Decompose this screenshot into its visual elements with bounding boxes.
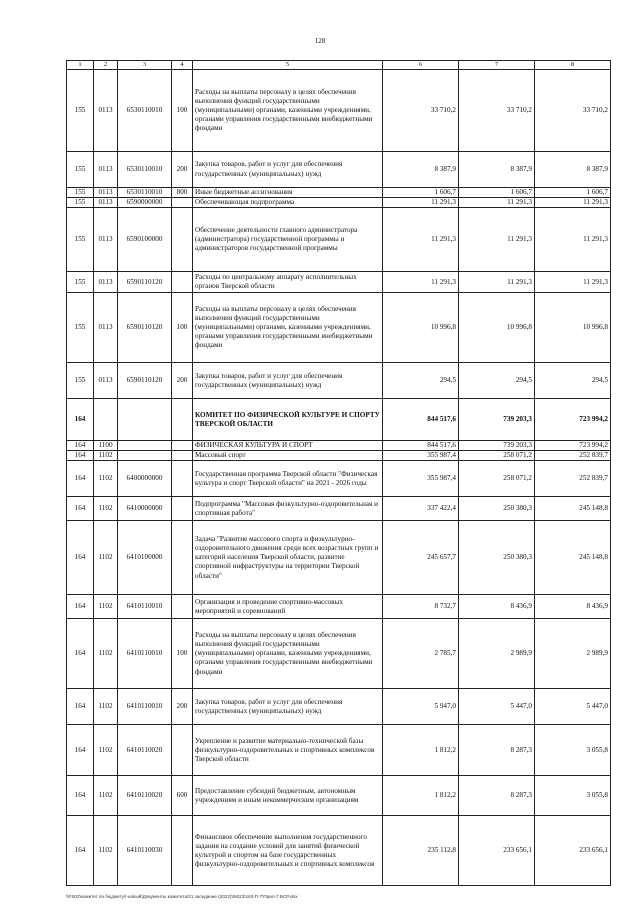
target-article-cell: 6410110010 <box>118 619 172 689</box>
amount-2025-cell: 739 203,3 <box>459 441 535 451</box>
amount-2024-cell: 11 291,3 <box>383 198 459 208</box>
amount-2026-cell: 294,5 <box>535 363 611 399</box>
amount-2025-cell: 258 071,2 <box>459 451 535 461</box>
description-cell: Расходы на выплаты персоналу в целях обеспечения выполнения функций государственными (муниципальными) органами, казенными учреждениями, органами управления государственными внебюджетными фондами <box>193 619 383 689</box>
amount-2025-cell: 250 380,3 <box>459 497 535 521</box>
section-code-cell: 1102 <box>94 521 118 595</box>
description-cell: Обеспечение деятельности главного администратора (администратора) государственной программы и администраторов государственной программы <box>193 208 383 272</box>
target-article-cell: 6590110120 <box>118 293 172 363</box>
amount-2025-cell: 33 710,2 <box>459 70 535 152</box>
description-cell: Задача "Развитие массового спорта и физкультурно-оздоровительного движения среди всех возрастных групп и категорий населения Тверской области, развитие спортивной инфраструктуры на территории Тверской области" <box>193 521 383 595</box>
budget-table <box>66 60 611 886</box>
table-row <box>67 497 611 521</box>
section-code-cell: 0113 <box>94 198 118 208</box>
target-article-cell: 6410110010 <box>118 689 172 725</box>
column-number-row <box>67 61 611 70</box>
column-number: 2 <box>94 61 118 70</box>
description-cell: Закупка товаров, работ и услуг для обеспечения государственных (муниципальных) нужд <box>193 689 383 725</box>
amount-2025-cell: 10 996,8 <box>459 293 535 363</box>
amount-2026-cell: 252 839,7 <box>535 461 611 497</box>
table-row <box>67 776 611 816</box>
admin-code-cell: 155 <box>67 198 94 208</box>
target-article-cell: 6400000000 <box>118 461 172 497</box>
expense-type-cell <box>172 272 193 293</box>
table-body <box>67 61 611 886</box>
table-row <box>67 293 611 363</box>
expense-type-cell <box>172 461 193 497</box>
amount-2024-cell: 355 987,4 <box>383 451 459 461</box>
section-code-cell: 1102 <box>94 816 118 886</box>
description-cell: Массовый спорт <box>193 451 383 461</box>
column-number: 5 <box>193 61 383 70</box>
table-row <box>67 461 611 497</box>
table-row <box>67 689 611 725</box>
amount-2024-cell: 844 517,6 <box>383 399 459 441</box>
section-code-cell: 0113 <box>94 152 118 188</box>
amount-2025-cell: 8 287,3 <box>459 725 535 776</box>
admin-code-cell: 155 <box>67 363 94 399</box>
table-row <box>67 152 611 188</box>
expense-type-cell: 600 <box>172 776 193 816</box>
column-number: 3 <box>118 61 172 70</box>
description-cell: Предоставление субсидий бюджетным, автономным учреждениям и иным некоммерческим организациям <box>193 776 383 816</box>
admin-code-cell: 155 <box>67 188 94 198</box>
section-code-cell: 1102 <box>94 725 118 776</box>
page-number: 128 <box>314 37 326 45</box>
description-cell: Расходы по центральному аппарату исполнительных органов Тверской области <box>193 272 383 293</box>
table-row <box>67 816 611 886</box>
description-cell: Финансовое обеспечение выполнения государственного задания на создание условий для занятий физической культурой и спортом на базе государственных физкультурно-оздоровительных и спортивных комплексов <box>193 816 383 886</box>
section-code-cell: 1102 <box>94 595 118 619</box>
amount-2024-cell: 1 812,2 <box>383 776 459 816</box>
amount-2026-cell: 252 839,7 <box>535 451 611 461</box>
expense-type-cell <box>172 399 193 441</box>
amount-2024-cell: 844 517,6 <box>383 441 459 451</box>
amount-2024-cell: 8 387,9 <box>383 152 459 188</box>
column-number: 1 <box>67 61 94 70</box>
admin-code-cell: 164 <box>67 451 94 461</box>
section-code-cell: 0113 <box>94 208 118 272</box>
target-article-cell: 6530110010 <box>118 188 172 198</box>
amount-2025-cell: 8 287,3 <box>459 776 535 816</box>
admin-code-cell: 155 <box>67 272 94 293</box>
column-number: 8 <box>535 61 611 70</box>
expense-type-cell <box>172 595 193 619</box>
target-article-cell: 6410110020 <box>118 776 172 816</box>
amount-2025-cell: 5 447,0 <box>459 689 535 725</box>
expense-type-cell: 200 <box>172 152 193 188</box>
admin-code-cell: 164 <box>67 776 94 816</box>
admin-code-cell: 164 <box>67 725 94 776</box>
amount-2026-cell: 723 994,2 <box>535 441 611 451</box>
amount-2026-cell: 11 291,3 <box>535 198 611 208</box>
amount-2025-cell: 1 606,7 <box>459 188 535 198</box>
admin-code-cell: 164 <box>67 619 94 689</box>
amount-2026-cell: 233 656,1 <box>535 816 611 886</box>
table-row <box>67 208 611 272</box>
target-article-cell: 6590110120 <box>118 272 172 293</box>
amount-2025-cell: 250 380,3 <box>459 521 535 595</box>
admin-code-cell: 164 <box>67 399 94 441</box>
expense-type-cell <box>172 198 193 208</box>
description-cell: Закупка товаров, работ и услуг для обеспечения государственных (муниципальных) нужд <box>193 152 383 188</box>
amount-2025-cell: 294,5 <box>459 363 535 399</box>
expense-type-cell <box>172 521 193 595</box>
description-cell: Укрепление и развитие материально-технической базы физкультурно-оздоровительных и спортивных комплексов Тверской области <box>193 725 383 776</box>
target-article-cell <box>118 399 172 441</box>
description-cell: КОМИТЕТ ПО ФИЗИЧЕСКОЙ КУЛЬТУРЕ И СПОРТУ ТВЕРСКОЙ ОБЛАСТИ <box>193 399 383 441</box>
amount-2024-cell: 5 947,0 <box>383 689 459 725</box>
amount-2025-cell: 11 291,3 <box>459 208 535 272</box>
admin-code-cell: 164 <box>67 497 94 521</box>
description-cell: Иные бюджетные ассигнования <box>193 188 383 198</box>
expense-type-cell <box>172 451 193 461</box>
file-path-footer: \\FS02\комитет по бюджету\!-новый\Документы комитета\21 заседание (2022)\06\23\163-П-7\Прил-7.БСР.xlsx <box>66 894 298 899</box>
table-row <box>67 363 611 399</box>
amount-2026-cell: 8 387,9 <box>535 152 611 188</box>
amount-2025-cell: 258 071,2 <box>459 461 535 497</box>
amount-2024-cell: 10 996,8 <box>383 293 459 363</box>
target-article-cell: 6410100000 <box>118 521 172 595</box>
section-code-cell: 1102 <box>94 461 118 497</box>
target-article-cell <box>118 441 172 451</box>
amount-2026-cell: 1 606,7 <box>535 188 611 198</box>
description-cell: Подпрограмма "Массовая физкультурно-оздоровительная и спортивная работа" <box>193 497 383 521</box>
section-code-cell: 0113 <box>94 70 118 152</box>
section-code-cell: 1102 <box>94 776 118 816</box>
expense-type-cell <box>172 497 193 521</box>
amount-2026-cell: 3 055,8 <box>535 776 611 816</box>
amount-2025-cell: 233 656,1 <box>459 816 535 886</box>
expense-type-cell <box>172 725 193 776</box>
description-cell: Обеспечивающая подпрограмма <box>193 198 383 208</box>
amount-2024-cell: 33 710,2 <box>383 70 459 152</box>
expense-type-cell: 200 <box>172 363 193 399</box>
target-article-cell: 6530110010 <box>118 70 172 152</box>
admin-code-cell: 164 <box>67 689 94 725</box>
amount-2025-cell: 8 387,9 <box>459 152 535 188</box>
amount-2026-cell: 3 055,8 <box>535 725 611 776</box>
admin-code-cell: 164 <box>67 816 94 886</box>
section-code-cell: 1102 <box>94 619 118 689</box>
amount-2025-cell: 11 291,3 <box>459 198 535 208</box>
expense-type-cell: 100 <box>172 293 193 363</box>
amount-2025-cell: 8 436,9 <box>459 595 535 619</box>
target-article-cell <box>118 451 172 461</box>
expense-type-cell <box>172 441 193 451</box>
amount-2026-cell: 33 710,2 <box>535 70 611 152</box>
table-row <box>67 451 611 461</box>
table-row <box>67 725 611 776</box>
admin-code-cell: 164 <box>67 521 94 595</box>
target-article-cell: 6590000000 <box>118 198 172 208</box>
amount-2026-cell: 245 148,8 <box>535 497 611 521</box>
admin-code-cell: 155 <box>67 208 94 272</box>
section-code-cell: 1100 <box>94 441 118 451</box>
table-row <box>67 441 611 451</box>
section-code-cell: 1102 <box>94 689 118 725</box>
amount-2024-cell: 337 422,4 <box>383 497 459 521</box>
table-row <box>67 188 611 198</box>
target-article-cell: 6590100000 <box>118 208 172 272</box>
admin-code-cell: 155 <box>67 152 94 188</box>
admin-code-cell: 164 <box>67 441 94 451</box>
amount-2026-cell: 2 989,9 <box>535 619 611 689</box>
table-row <box>67 595 611 619</box>
amount-2024-cell: 11 291,3 <box>383 208 459 272</box>
admin-code-cell: 155 <box>67 293 94 363</box>
amount-2024-cell: 2 785,7 <box>383 619 459 689</box>
target-article-cell: 6590110120 <box>118 363 172 399</box>
amount-2026-cell: 245 148,8 <box>535 521 611 595</box>
target-article-cell: 6410110010 <box>118 595 172 619</box>
target-article-cell: 6410000000 <box>118 497 172 521</box>
section-code-cell: 0113 <box>94 272 118 293</box>
table-row <box>67 619 611 689</box>
expense-type-cell: 100 <box>172 70 193 152</box>
table-row <box>67 70 611 152</box>
section-code-cell: 0113 <box>94 363 118 399</box>
column-number: 7 <box>459 61 535 70</box>
section-code-cell: 0113 <box>94 188 118 198</box>
expense-type-cell: 100 <box>172 619 193 689</box>
section-code-cell <box>94 399 118 441</box>
description-cell: Организация и проведение спортивно-массовых мероприятий и соревнований <box>193 595 383 619</box>
section-code-cell: 1102 <box>94 497 118 521</box>
amount-2024-cell: 294,5 <box>383 363 459 399</box>
amount-2024-cell: 355 987,4 <box>383 461 459 497</box>
amount-2025-cell: 2 989,9 <box>459 619 535 689</box>
column-number: 6 <box>383 61 459 70</box>
target-article-cell: 6410110030 <box>118 816 172 886</box>
description-cell: Государственная программа Тверской области "Физическая культура и спорт Тверской области" на 2021 - 2026 годы <box>193 461 383 497</box>
amount-2024-cell: 1 606,7 <box>383 188 459 198</box>
table-row <box>67 272 611 293</box>
description-cell: Расходы на выплаты персоналу в целях обеспечения выполнения функций государственными (муниципальными) органами, казенными учреждениями, органами управления государственными внебюджетными фондами <box>193 293 383 363</box>
description-cell: ФИЗИЧЕСКАЯ КУЛЬТУРА И СПОРТ <box>193 441 383 451</box>
admin-code-cell: 155 <box>67 70 94 152</box>
amount-2024-cell: 8 732,7 <box>383 595 459 619</box>
expense-type-cell: 800 <box>172 188 193 198</box>
amount-2024-cell: 1 812,2 <box>383 725 459 776</box>
target-article-cell: 6410110020 <box>118 725 172 776</box>
amount-2026-cell: 5 447,0 <box>535 689 611 725</box>
expense-type-cell <box>172 816 193 886</box>
amount-2026-cell: 8 436,9 <box>535 595 611 619</box>
section-code-cell: 1102 <box>94 451 118 461</box>
column-number: 4 <box>172 61 193 70</box>
expense-type-cell <box>172 208 193 272</box>
amount-2026-cell: 10 996,8 <box>535 293 611 363</box>
table-row <box>67 198 611 208</box>
amount-2025-cell: 11 291,3 <box>459 272 535 293</box>
admin-code-cell: 164 <box>67 461 94 497</box>
amount-2024-cell: 245 657,7 <box>383 521 459 595</box>
admin-code-cell: 164 <box>67 595 94 619</box>
amount-2026-cell: 723 994,2 <box>535 399 611 441</box>
amount-2024-cell: 235 112,8 <box>383 816 459 886</box>
amount-2025-cell: 739 203,3 <box>459 399 535 441</box>
description-cell: Закупка товаров, работ и услуг для обеспечения государственных (муниципальных) нужд <box>193 363 383 399</box>
table-row <box>67 521 611 595</box>
description-cell: Расходы на выплаты персоналу в целях обеспечения выполнения функций государственными (муниципальными) органами, казенными учреждениями, органами управления государственными внебюджетными фондами <box>193 70 383 152</box>
amount-2026-cell: 11 291,3 <box>535 272 611 293</box>
table-row <box>67 399 611 441</box>
amount-2026-cell: 11 291,3 <box>535 208 611 272</box>
section-code-cell: 0113 <box>94 293 118 363</box>
expense-type-cell: 200 <box>172 689 193 725</box>
target-article-cell: 6530110010 <box>118 152 172 188</box>
amount-2024-cell: 11 291,3 <box>383 272 459 293</box>
